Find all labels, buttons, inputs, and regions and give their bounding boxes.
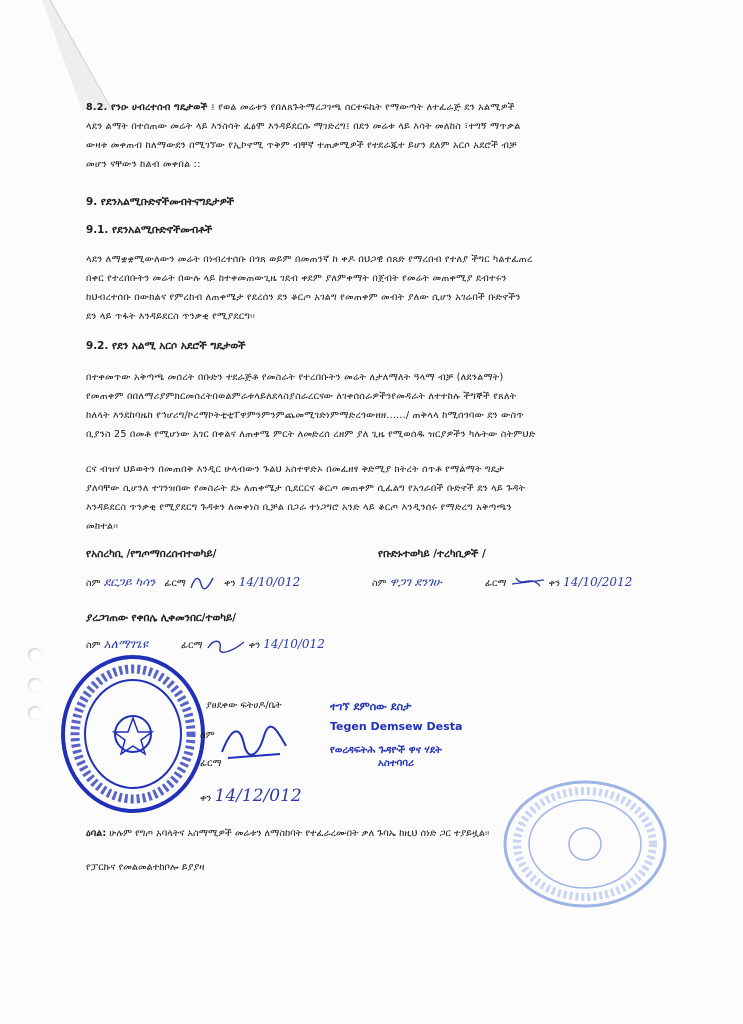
section-9-2-heading: 9.2. የደን አልሚ አርሶ አደሮች ግዴታወች [86,340,246,352]
transferor-sign-row [86,574,300,592]
approver-heading: ያረጋገጠው የቀበሌ ሊቀመንበር/ተወካይ/ [86,612,237,624]
text-line: ርና ብዝሃ ህይወትን በመጠበቅ እንዲር ሁላብውን ጉልህ አስተዋድኦ በመፈዘፃ ቅድሚያ ክትረት ሰጥቶ የማልማት ግዴታ [86,464,505,475]
text-line: የመጠቀም በበለማሪያምክርመሰረትበወልምራቱላይለደላስያስራረርናው ለገቀሰሰራዎችንየመዳራት ለተተከሉ ችግኞች የጸለት [86,391,517,402]
date-label: ቀን [248,640,261,651]
woreda-seal-stamp [58,652,208,816]
footer-text: የፓርኩና የመልመልተከቦሎ ይያያዛ [86,862,205,873]
court-label: ያፀደቀው ፍትሀዶ/ቤት [206,700,282,711]
paragraph-9-2 [86,368,686,444]
paragraph-9-1 [86,250,686,326]
text-line: ደን ላይ ጥፋት እንዳይደርስ ጥንቃቂ የሚያደርግ፡፡ [86,311,256,322]
text-line: ያለባቸው ሲሆንለ ተገንዝበው የመስራት ደኑ ለጠቀሜታ ሲደርርና ቆርጦ መጠቀም ሲፈልግ የአጎራበች ቡድኖች ደን ላይ ጉዳት [86,483,526,494]
date-label: ቀን [224,578,236,589]
recipient-date: 14/10/2012 [563,575,633,589]
transferor-signature [189,574,215,592]
judge-name-amharic: ተገኘ ደምሰው ደስታ [330,700,412,713]
name-label: ስም [372,578,387,589]
signature-label: ፊርማ [180,640,203,651]
transferor-date: 14/10/012 [238,575,301,589]
approver-signature [206,636,246,654]
date-label: ቀን [200,793,212,804]
court-date: 14/12/012 [214,786,302,806]
note-label: ዕባል: [86,828,107,839]
text-line: ላደን ልማት በተሰጠው መሬት ላይ እንስሳት ፈፅሞ እንዳይደርሱ ማገድረግ፤ በደን መሬቱ ላይ እሳት መለከስ ፣ተግኝ ማጥቃል [86,121,521,132]
court-date-row [200,786,302,806]
judge-name-stamp [330,700,462,769]
signature-label: ፊርማ [200,758,222,769]
judge-name-english: Tegen Demsew Desta [330,720,463,733]
approver-date: 14/10/012 [263,637,325,651]
text-line: በተቀመጥው አቅጣጫ መሰረት በቡድን ተደራጅቶ የመስራት የተረበቡትን መሬት ለታለማለት ዓላማ ብቻ (ለደንልማት) [86,372,504,383]
text-line: መሆን ናቸውን ከልብ መቀበል :: [86,159,201,170]
signature-label: ፊርማ [164,578,187,589]
note-row [86,828,490,839]
text-line: በቀር የተረበቡትን መሬት በውሉ ላይ ከተቀመጠውጊዜ ገደብ ቀደም ያለምቀማት በጀብት የመሬት መጠቀሚያ ደብተሩን [86,273,507,284]
name-label: ስም [86,640,101,651]
recipient-heading: የቡድኑተወካይ /ተረካቢዎች / [378,548,486,560]
signature-label: ፊርማ [484,578,507,589]
judge-signature [218,722,290,762]
note-text: ሁሉም የግጦ አባላትና አስማሚዎች መሬቱን ለማስከባት የተፈራረሙበት ቃለ ጉባኤ ከዚህ ሰነድ ጋር ተያይዟል፡፡ [109,828,490,839]
judge-title-cont: አስተባባሪ [378,758,414,769]
section-9-1-heading: 9.1. የደንአልሚቡድኖችመብቶች [86,224,213,236]
section-8-2-intro: ፤ የወል መሬቱን የበለጸጉትማረጋገጫ ሰርተፍኬት የማውጣት ለተፈራጅ ደን አልሚዎች [210,102,515,113]
recipient-signature [510,574,546,592]
text-line: ላደን ለማቋቋሚውለውን መሬት በነብረተሰቡ በጎጸ ወይም በመጠንኛ ከ ቀዶ በህጋዊ ሰጸድ የማረበብ የተለያ ችግር ካልተፈጠረ [86,254,533,265]
text-line: መከተል፡፡ [86,521,119,532]
date-label: ቀን [548,578,561,589]
text-line: ከለላት እንደከባዜከ የኅሆሪግ/ኮረማኮትቲቲፐዋምንምንምጨመሚገድነምማድረጎውዘዘ....../ ጠቅላላ ከሚሰጎባው ደን ውስጥ [86,410,524,421]
recipient-sign-row [372,574,632,592]
recipient-name: ዋጋገ ደንገሁ [389,575,442,589]
transferor-name: ደርጋይ ካሳን [103,575,156,589]
court-sign-label-row [200,758,222,769]
section-9-heading: 9. የደንአልሚቡድኖችመብትናግዴታዎች [86,196,235,208]
paragraph-8-2 [86,98,686,174]
section-8-2-heading: 8.2. የንዑ ሀብረተሰብ ግዴታወች [86,102,208,113]
text-line: ውዛቱ መቀጠብ ከለማውደን በሚገኘው የኢኮኖሚ ጥቅም ብቸኛ ተጠቃሚዎች የተደራጁተ ይሆን ደለም አርሶ አደሮች ብቻ [86,140,517,151]
transferor-heading: የአስረካቢ /የግጦማበረሰብተወካይ/ [86,548,217,560]
text-line: እንዳይደርስ ጥንቃቂ የሚያደርግ ጉዳቱን ለመቀነስ ቢቻል በጋራ ተነጋግሮ አንድ ላይ ቆርጦ እንዲንሰሩ የማድረግ አቅጣጫን [86,502,512,513]
fold-mark [42,0,112,110]
name-label: ስም [200,730,215,741]
paragraph-9-2-cont [86,460,686,536]
text-line: ከህብረተሰቡ በውክልና የምረከብ ለጠቀሜታ የደረሰን ደን ቆርጦ አገልግ የመጠቀም መብት ያለው ሲሆን አገሬበች ቡድኖችን [86,292,521,303]
text-line: ቢያንስ 25 በመቶ የሚሆነው አገር በቀልና ለጠቀሜ ምርት ለመድረሰ ረዘም ያለ ጊዜ የሚወሰዱ ዝርያዎችን ካሉትው ስትምህድ [86,429,536,440]
faded-seal-stamp [500,778,670,910]
judge-title: የወረዳፍትሕ ጉዳዮች ዋና ሃደት [330,745,442,756]
approver-name: አለማገጌዩ [103,637,148,651]
court-name-row [200,730,215,741]
name-label: ስም [86,578,101,589]
